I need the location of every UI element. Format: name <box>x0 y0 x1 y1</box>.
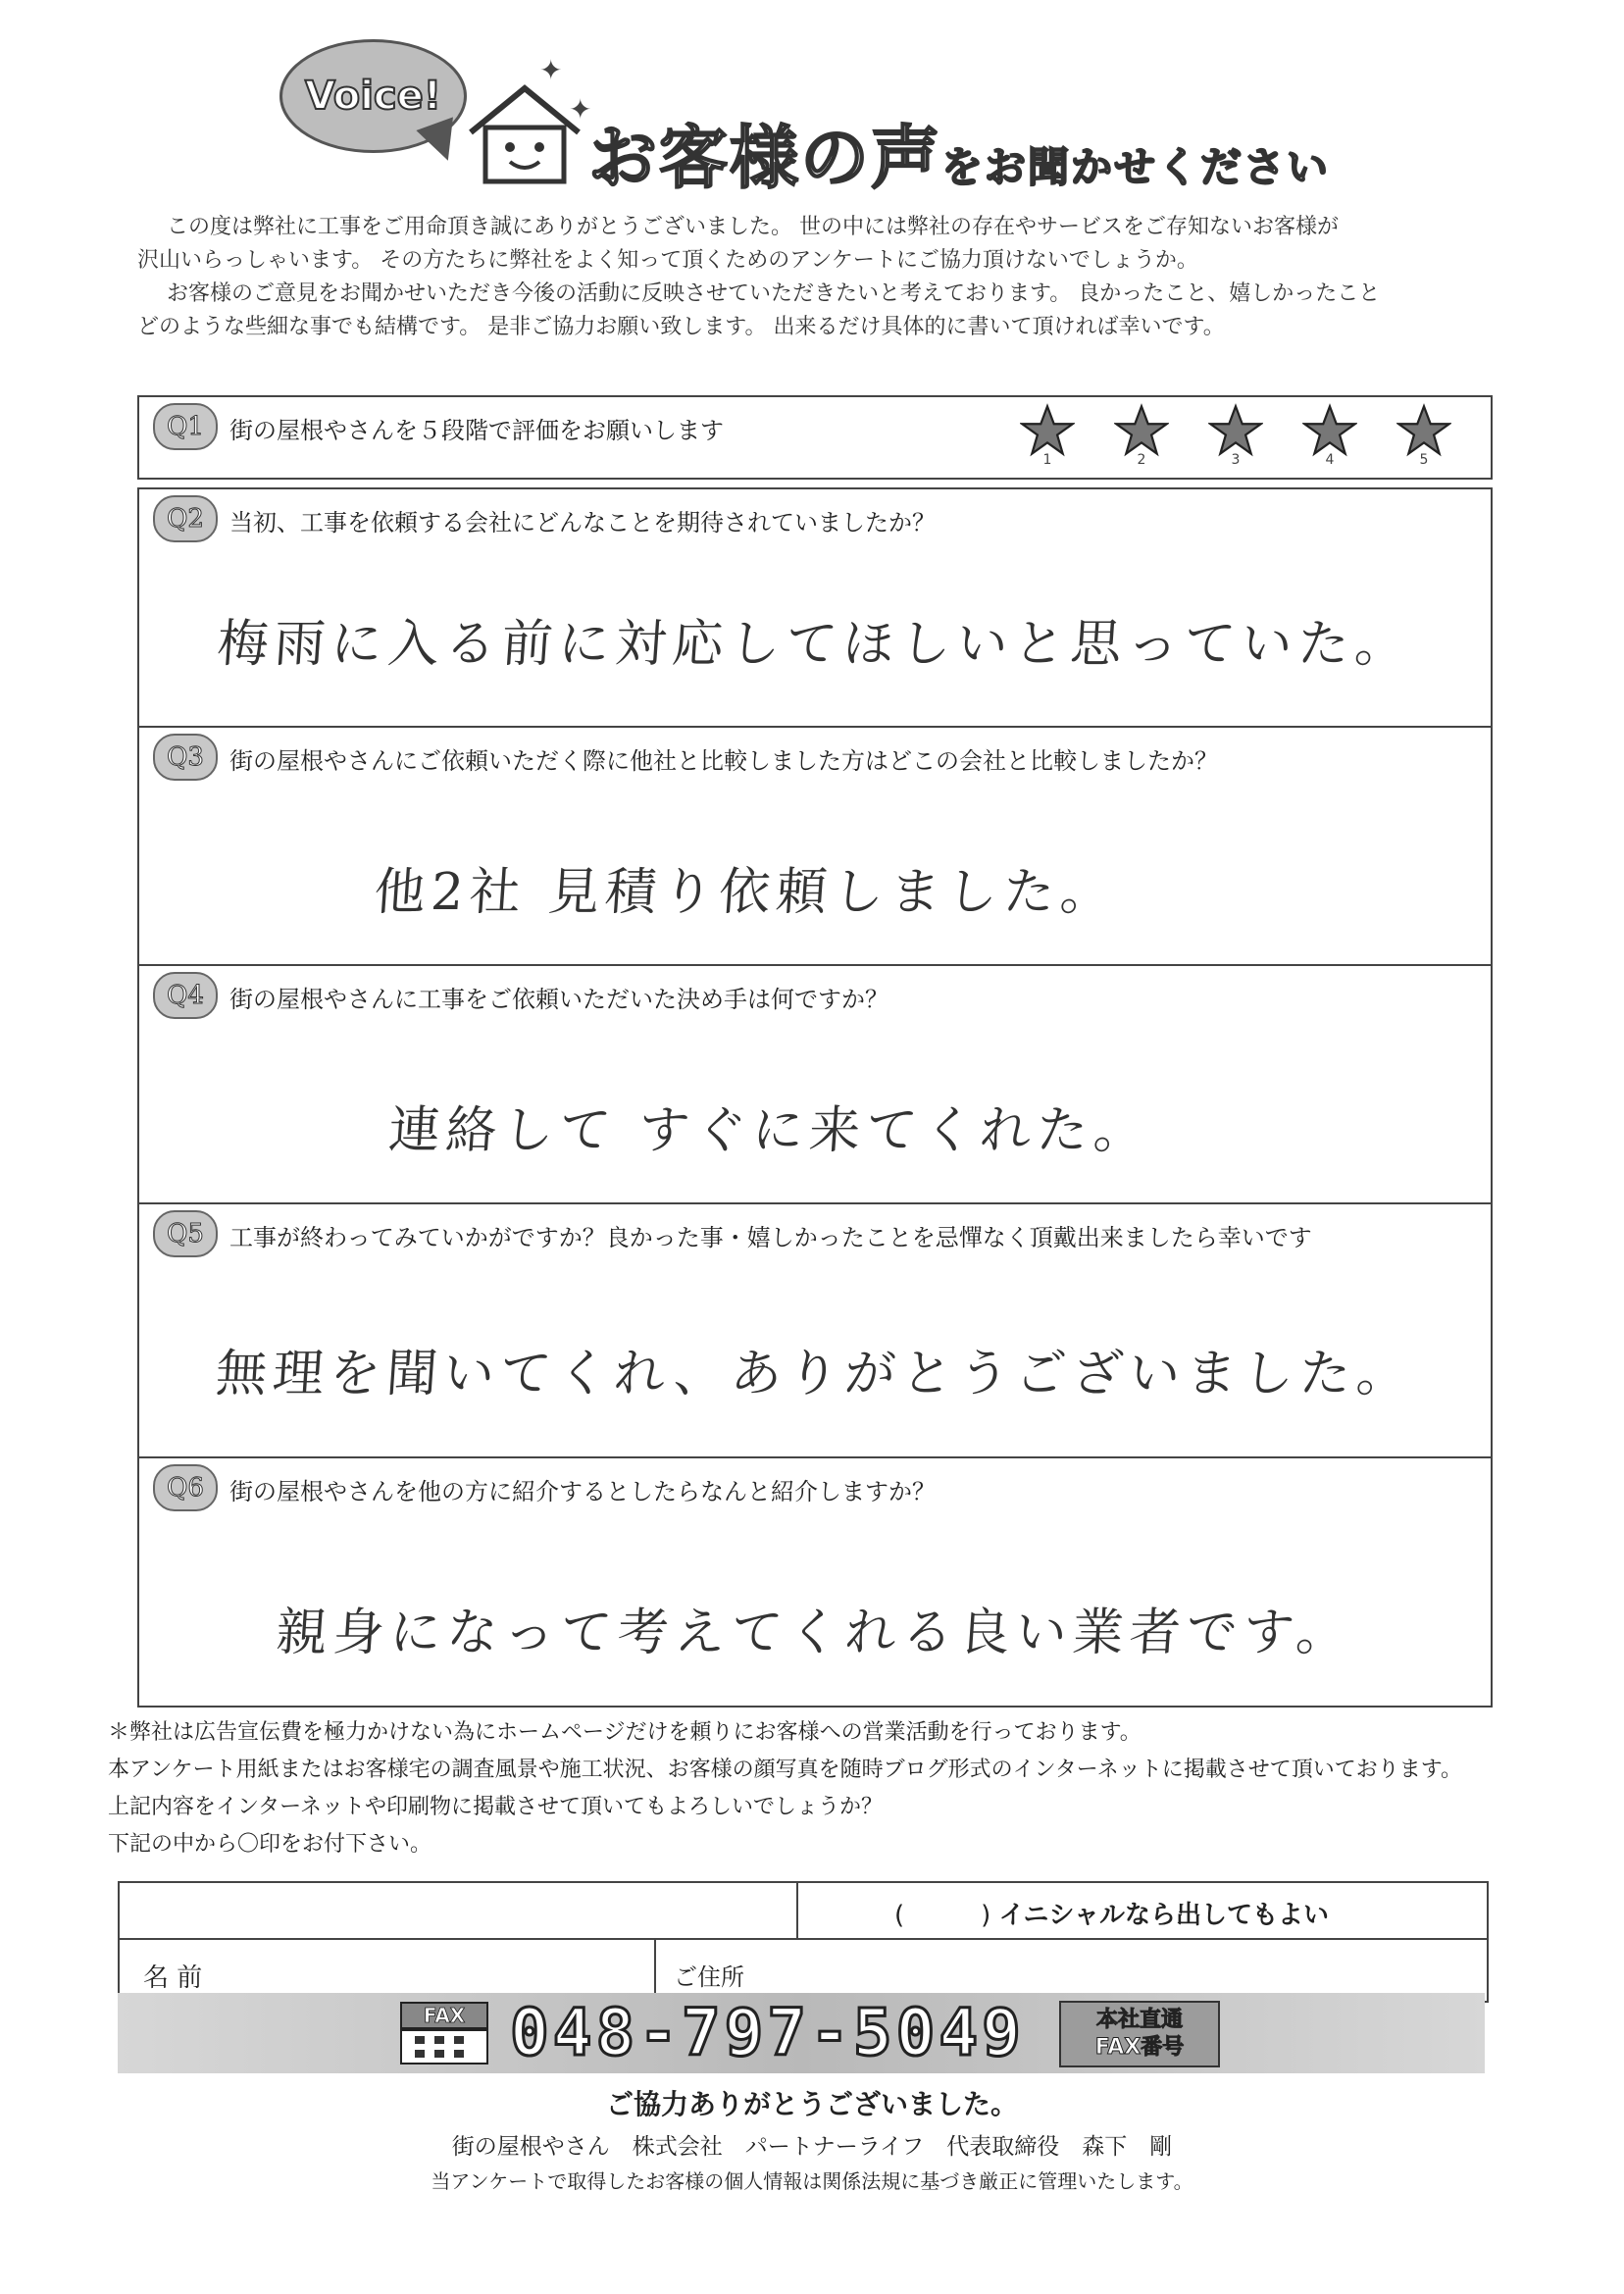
star-number: 1 <box>1042 452 1052 468</box>
q6-badge: Q6 <box>153 1464 218 1511</box>
q2-badge: Q2 <box>153 495 218 542</box>
intro-line: どのような些細な事でも結構です。 是非ご協力お願い致します。 出来るだけ具体的に書いて頂ければ幸いです。 <box>137 315 1225 339</box>
note-line: 下記の中から〇印をお付下さい。 <box>108 1832 432 1857</box>
star-icon <box>1114 403 1169 458</box>
question-box-q2 <box>137 487 1493 729</box>
fax-machine-icon <box>397 2001 491 2065</box>
fax-label-box <box>1059 2001 1220 2067</box>
q5-answer[interactable]: 無理を聞いてくれ、ありがとうございました。 <box>213 1345 1416 1403</box>
star-icon <box>1208 403 1263 458</box>
q4-badge: Q4 <box>153 972 218 1019</box>
q4-answer[interactable]: 連絡して すぐに来てくれた。 <box>386 1101 1153 1160</box>
title-sub-text: をお聞かせください <box>941 143 1331 191</box>
q3-badge: Q3 <box>153 734 218 781</box>
question-box-q4 <box>137 964 1493 1205</box>
note-line: 上記内容をインターネットや印刷物に掲載させて頂いてもよろしいでしょうか？ <box>108 1795 884 1819</box>
initial-circle-area[interactable]: ( ) <box>894 1901 991 1930</box>
rating-stars <box>1020 403 1451 468</box>
note-line: ＊弊社は広告宣伝費を極力かけない為にホームページだけを頼りにお客様への営業活動を行っております。 <box>108 1720 1142 1745</box>
sparkle-icon: ✦ <box>539 54 563 86</box>
initial-option[interactable] <box>894 1895 1329 1931</box>
intro-line: この度は弊社に工事をご用命頂き誠にありがとうございました。 世の中には弊社の存在やサービスをご存知ないお客様が <box>167 215 1339 239</box>
q6-answer[interactable]: 親身になって考えてくれる良い業者です。 <box>274 1604 1355 1662</box>
rating-star-1[interactable] <box>1020 403 1075 468</box>
question-box-q1 <box>137 395 1493 480</box>
fax-label-line1: 本社直通 <box>1095 2008 1183 2032</box>
q5-text: 工事が終わってみていかがですか？良かった事・嬉しかったことを忌憚なく頂戴出来ましたら幸いです <box>229 1224 1312 1251</box>
star-icon <box>1396 403 1451 458</box>
name-address-row <box>120 1940 1487 2001</box>
consent-row <box>120 1883 1487 1940</box>
consent-notes <box>108 1714 1530 1863</box>
q3-text: 街の屋根やさんにご依頼いただく際に他社と比較しました方はどこの会社と比較しましたか？ <box>229 747 1218 775</box>
name-label: 名 前 <box>143 1963 203 1993</box>
star-number: 5 <box>1419 452 1429 468</box>
question-box-q3 <box>137 726 1493 967</box>
address-label: ご住所 <box>674 1963 744 1991</box>
rating-star-4[interactable] <box>1302 403 1357 468</box>
intro-line: 沢山いらっしゃいます。 その方たちに弊社をよく知って頂くためのアンケートにご協力頂けないでしょうか。 <box>137 248 1198 273</box>
initial-option-label: イニシャルなら出してもよい <box>998 1901 1330 1930</box>
voice-label: Voice! <box>304 74 442 119</box>
intro-text <box>137 211 1510 344</box>
question-box-q5 <box>137 1202 1493 1459</box>
sparkle-icon: ✦ <box>569 93 592 126</box>
q6-text: 街の屋根やさんを他の方に紹介するとしたらなんと紹介しますか？ <box>229 1478 936 1505</box>
title-main-text: お客様の声 <box>588 118 941 198</box>
star-number: 2 <box>1137 452 1146 468</box>
fax-number: 048-797-5049 <box>510 1995 1025 2070</box>
fax-banner <box>118 1993 1485 2073</box>
q5-badge: Q5 <box>153 1210 218 1257</box>
q4-text: 街の屋根やさんに工事をご依頼いただいた決め手は何ですか？ <box>229 986 888 1013</box>
contact-info-table <box>118 1881 1489 2003</box>
star-icon <box>1020 403 1075 458</box>
note-line: 本アンケート用紙またはお客様宅の調査風景や施工状況、お客様の顔写真を随時ブログ形式のインターネットに掲載させて頂いております。 <box>108 1758 1462 1782</box>
q3-answer[interactable]: 他2社 見積り依頼しました。 <box>372 863 1120 922</box>
thanks-text: ご協力ありがとうございました。 <box>605 2088 1018 2120</box>
privacy-notice: 当アンケートで取得したお客様の個人情報は関係法規に基づき厳正に管理いたします。 <box>431 2169 1193 2193</box>
q1-badge: Q1 <box>153 403 218 450</box>
fax-icon-label: FAX <box>423 2004 466 2027</box>
q1-text: 街の屋根やさんを５段階で評価をお願いします <box>229 417 724 444</box>
rating-star-3[interactable] <box>1208 403 1263 468</box>
page-title <box>588 103 1330 202</box>
rating-star-5[interactable] <box>1396 403 1451 468</box>
star-number: 4 <box>1325 452 1335 468</box>
star-icon <box>1302 403 1357 458</box>
fax-label-line2: FAX番号 <box>1094 2035 1185 2060</box>
divider <box>796 1883 798 1938</box>
q2-answer[interactable]: 梅雨に入る前に対応してほしいと思っていた。 <box>215 615 1414 674</box>
q2-text: 当初、工事を依頼する会社にどんなことを期待されていましたか？ <box>229 509 936 536</box>
intro-line: お客様のご意見をお聞かせいただき今後の活動に反映させていただきたいと考えております。 良かったこと、嬉しかったこと <box>167 281 1381 306</box>
divider <box>654 1940 656 2001</box>
company-line: 街の屋根やさん 株式会社 パートナーライフ 代表取締役 森下 剛 <box>451 2134 1173 2160</box>
star-number: 3 <box>1231 452 1241 468</box>
question-box-q6 <box>137 1456 1493 1708</box>
rating-star-2[interactable] <box>1114 403 1169 468</box>
